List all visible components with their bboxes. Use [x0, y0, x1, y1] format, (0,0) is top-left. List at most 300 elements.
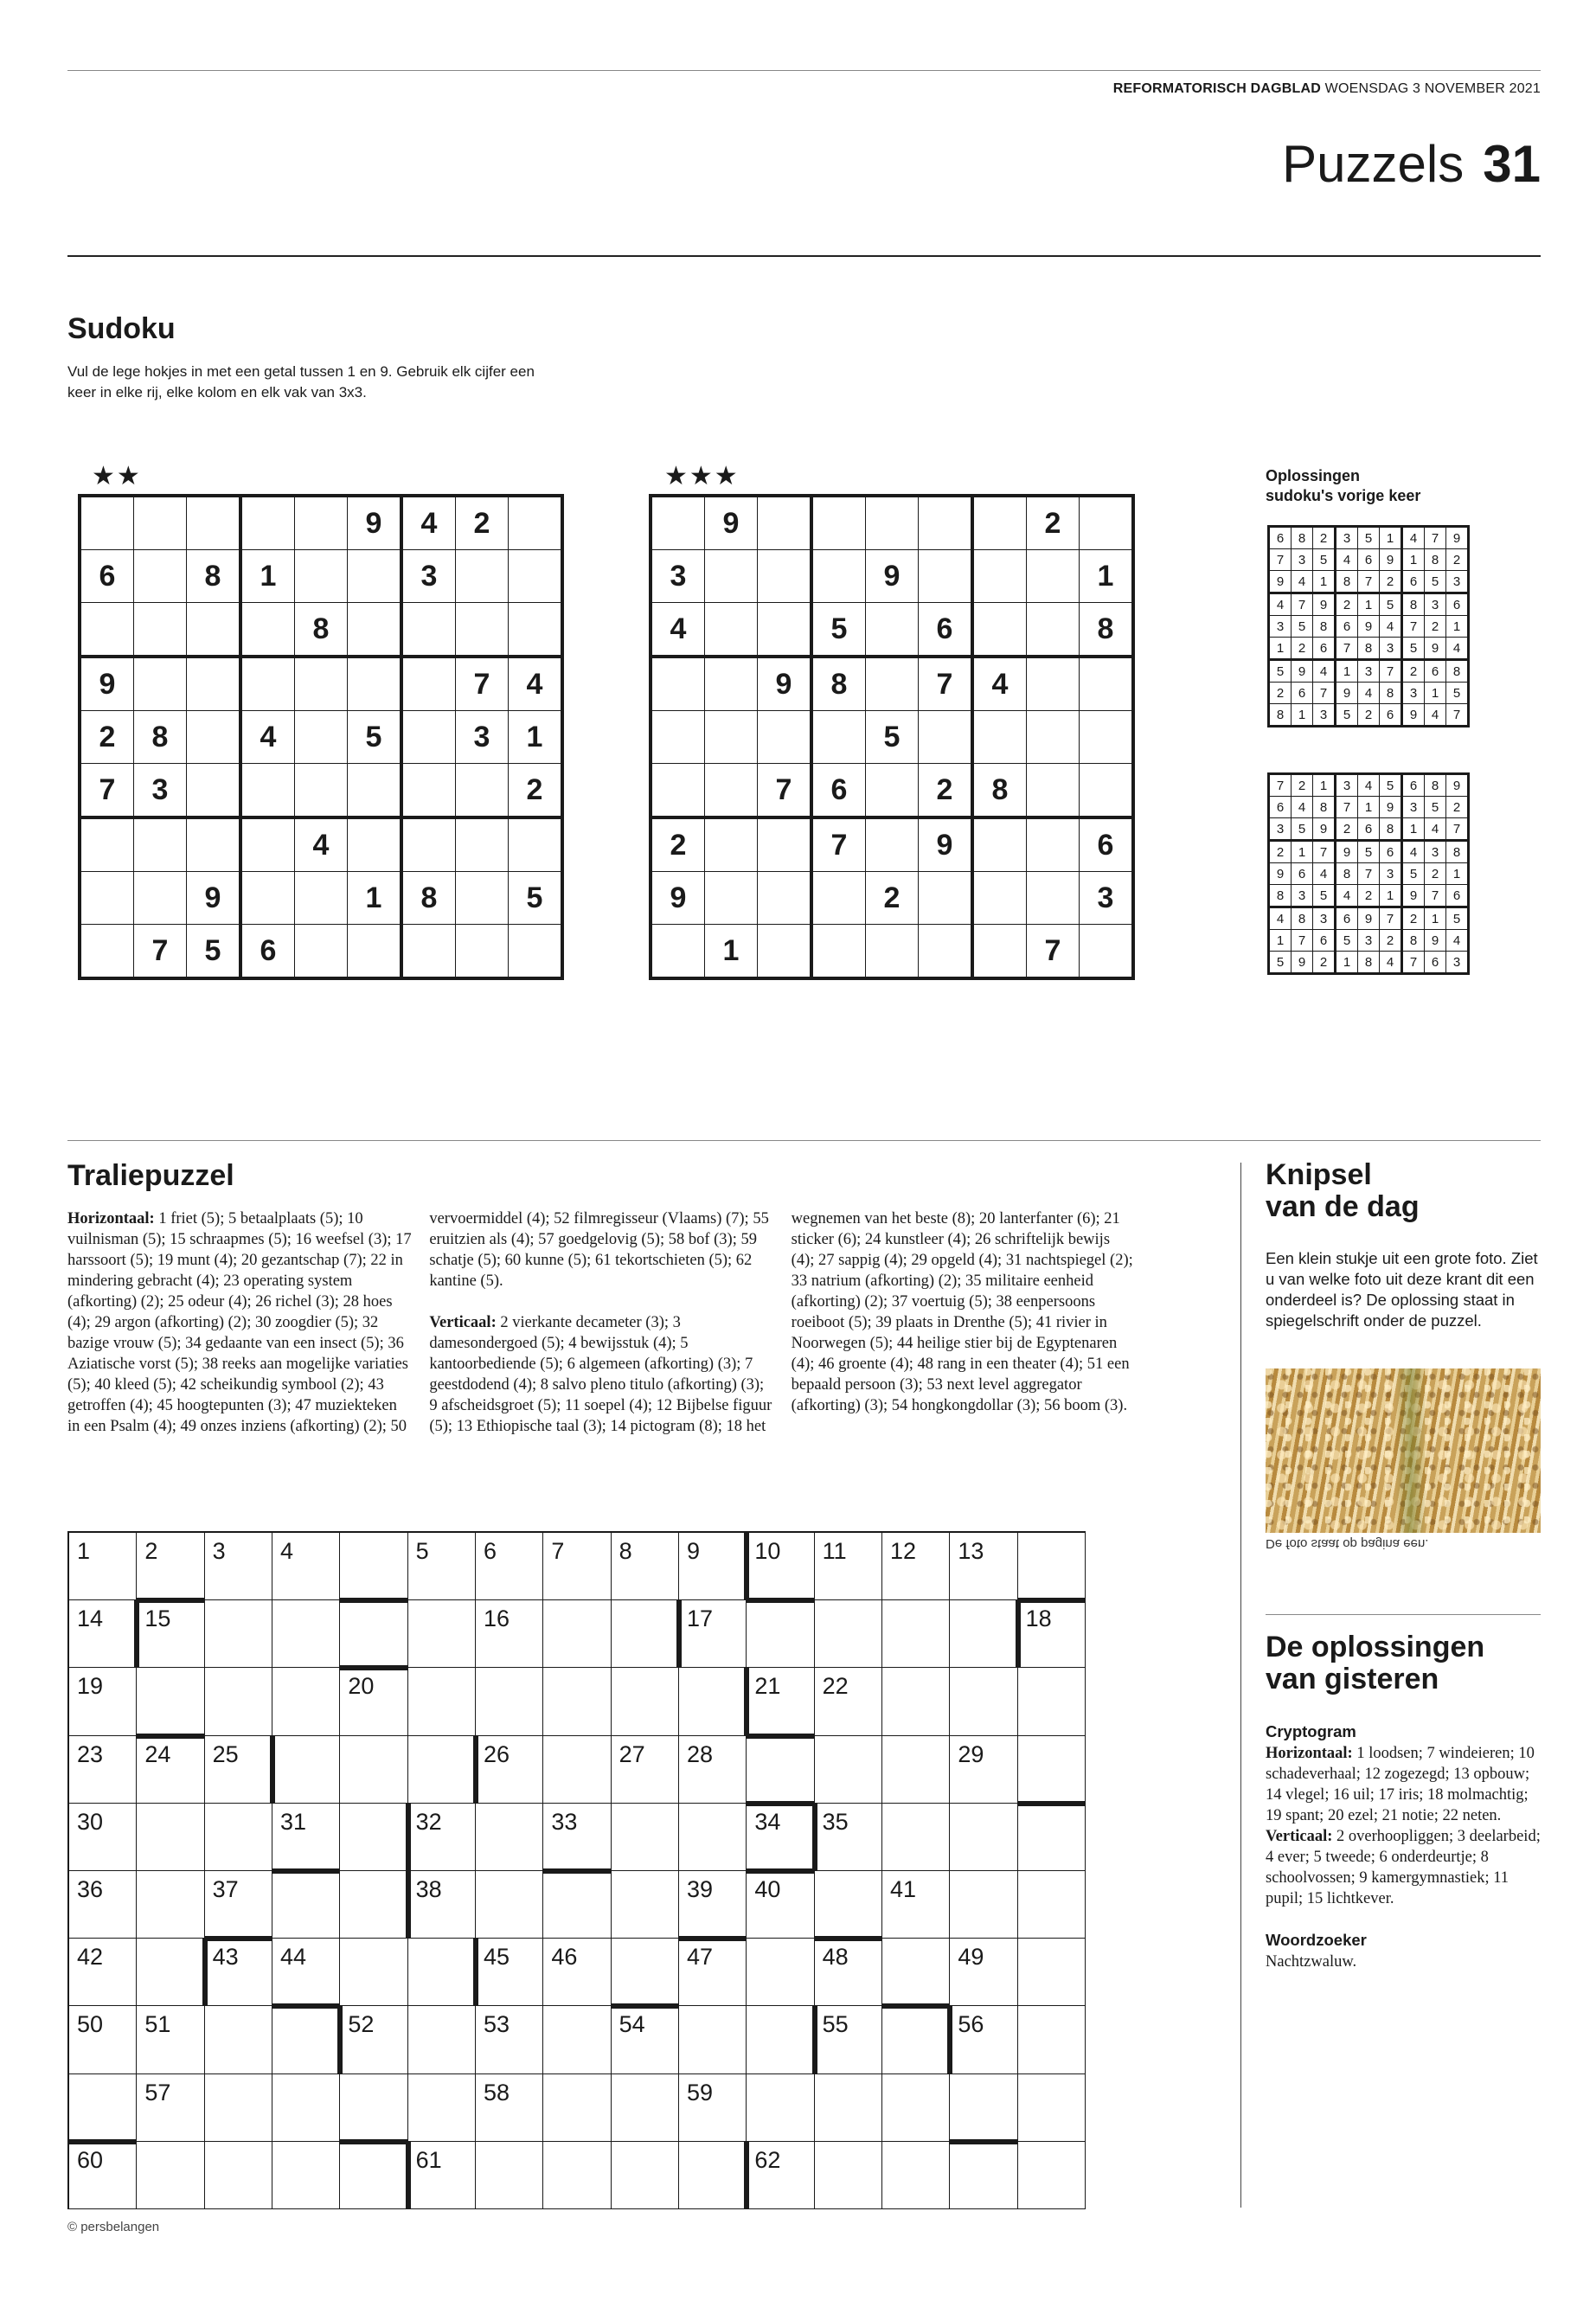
crossword-bar — [473, 1939, 478, 2006]
sudoku-table-1 — [78, 494, 564, 980]
traliepuzzel-clues — [67, 1208, 1136, 1503]
grid-cell: 9 — [1269, 863, 1292, 885]
grid-cell: 7 — [811, 817, 866, 872]
crossword-cell[interactable] — [137, 1939, 204, 2006]
grid-cell: 1 — [1380, 885, 1402, 907]
crossword-cell[interactable] — [543, 1736, 611, 1804]
grid-cell: 3 — [1080, 872, 1134, 925]
crossword-cell[interactable] — [815, 2142, 882, 2209]
grid-cell: 2 — [1446, 549, 1469, 571]
crossword-cell[interactable] — [612, 1871, 679, 1939]
grid-cell: 8 — [401, 872, 456, 925]
crossword-cell[interactable] — [882, 1668, 950, 1735]
wheat-field-photo — [1266, 1368, 1541, 1533]
crossword-cell[interactable] — [205, 1533, 272, 1600]
grid-cell: 3 — [1446, 571, 1469, 593]
grid-cell — [919, 711, 973, 764]
crossword-cell[interactable] — [137, 1668, 204, 1735]
crossword-cell[interactable] — [205, 2006, 272, 2073]
crossword-cell[interactable] — [543, 1668, 611, 1735]
grid-cell: 6 — [1313, 638, 1336, 660]
grid-cell: 3 — [1336, 527, 1358, 549]
grid-cell — [705, 603, 758, 657]
crossword-cell[interactable] — [612, 1804, 679, 1871]
crossword-cell[interactable] — [747, 1668, 814, 1735]
crossword-cell[interactable] — [543, 1533, 611, 1600]
crossword-cell[interactable] — [612, 1600, 679, 1668]
grid-row — [1269, 885, 1469, 907]
clue-number: 35 — [822, 1808, 849, 1835]
oplossingen-text — [1266, 1721, 1544, 1972]
crossword-cell[interactable] — [747, 2142, 814, 2209]
crossword-cell[interactable] — [69, 2006, 137, 2073]
crossword-cell[interactable] — [69, 2074, 137, 2142]
crossword-cell[interactable] — [747, 1871, 814, 1939]
grid-cell: 1 — [1446, 616, 1469, 638]
crossword-cell[interactable] — [476, 2074, 543, 2142]
grid-cell: 9 — [1380, 549, 1402, 571]
crossword-cell[interactable] — [340, 1804, 407, 1871]
grid-cell: 7 — [1336, 638, 1358, 660]
grid-cell — [1027, 550, 1080, 603]
clue-number: 57 — [144, 2079, 171, 2106]
crossword-cell[interactable] — [612, 2074, 679, 2142]
crossword-cell[interactable] — [272, 1600, 340, 1668]
grid-cell — [919, 872, 973, 925]
crossword-cell[interactable] — [408, 2074, 476, 2142]
grid-cell — [866, 817, 919, 872]
crossword-cell[interactable] — [476, 1668, 543, 1735]
crossword-cell[interactable] — [340, 1533, 407, 1600]
crossword-cell[interactable] — [1018, 1939, 1086, 2006]
grid-cell: 8 — [187, 550, 241, 603]
crossword-cell[interactable] — [476, 1736, 543, 1804]
crossword-cell[interactable] — [543, 1939, 611, 2006]
crossword-cell[interactable] — [815, 1939, 882, 2006]
crossword-cell[interactable] — [679, 1533, 747, 1600]
crossword-cell[interactable] — [815, 2006, 882, 2073]
crossword-cell[interactable] — [679, 1736, 747, 1804]
grid-row — [80, 711, 562, 764]
grid-cell — [187, 603, 241, 657]
grid-cell: 8 — [1269, 704, 1292, 727]
grid-cell — [348, 657, 402, 711]
crossword-cell[interactable] — [408, 2006, 476, 2073]
crossword-bar — [406, 2142, 411, 2209]
crossword-cell[interactable] — [137, 2006, 204, 2073]
crossword-cell[interactable] — [205, 1871, 272, 1939]
crossword-cell[interactable] — [340, 1736, 407, 1804]
crossword-cell[interactable] — [882, 1871, 950, 1939]
grid-cell — [811, 925, 866, 979]
crossword-cell[interactable] — [950, 2074, 1017, 2142]
opl-verticaal-label: Verticaal: — [1266, 1828, 1333, 1845]
grid-cell — [972, 603, 1027, 657]
grid-row — [651, 496, 1133, 550]
grid-cell: 3 — [1402, 683, 1425, 704]
crossword-cell[interactable] — [1018, 1533, 1086, 1600]
grid-cell: 9 — [1446, 527, 1469, 549]
crossword-cell[interactable] — [543, 2142, 611, 2209]
grid-cell — [348, 764, 402, 818]
crossword-cell[interactable] — [612, 1668, 679, 1735]
grid-cell: 7 — [1269, 774, 1292, 797]
grid-cell — [240, 603, 295, 657]
crossword-cell[interactable] — [69, 1939, 137, 2006]
clue-number: 3 — [212, 1538, 226, 1564]
grid-cell — [811, 711, 866, 764]
grid-cell — [295, 711, 348, 764]
crossword-cell[interactable] — [137, 1871, 204, 1939]
crossword-bar — [612, 2003, 679, 2009]
grid-cell: 2 — [1292, 638, 1313, 660]
grid-cell — [811, 872, 866, 925]
crossword-cell[interactable] — [205, 2142, 272, 2209]
crossword-cell[interactable] — [747, 1804, 814, 1871]
grid-cell: 9 — [1425, 930, 1446, 952]
clue-number: 34 — [754, 1808, 781, 1835]
crossword-cell[interactable] — [1018, 1600, 1086, 1668]
crossword-cell[interactable] — [1018, 1871, 1086, 1939]
crossword-cell[interactable] — [69, 1600, 137, 1668]
grid-cell — [295, 925, 348, 979]
grid-cell — [348, 925, 402, 979]
crossword-cell[interactable] — [69, 1804, 137, 1871]
crossword-cell[interactable] — [137, 2074, 204, 2142]
sudoku-grid-1 — [78, 494, 564, 980]
photo-stripe — [1395, 1368, 1426, 1533]
crossword-cell[interactable] — [137, 1600, 204, 1668]
crossword-cell[interactable] — [340, 1939, 407, 2006]
crossword-cell[interactable] — [543, 2074, 611, 2142]
crossword-cell[interactable] — [272, 1533, 340, 1600]
crossword-cell[interactable] — [1018, 2142, 1086, 2209]
crossword-cell[interactable] — [340, 1600, 407, 1668]
grid-cell: 8 — [1336, 863, 1358, 885]
crossword-cell[interactable] — [679, 1600, 747, 1668]
sudoku-solution-1 — [1267, 525, 1470, 727]
grid-cell: 6 — [1358, 818, 1380, 841]
crossword-cell[interactable] — [476, 1871, 543, 1939]
crossword-cell[interactable] — [815, 1533, 882, 1600]
crossword-cell[interactable] — [950, 1804, 1017, 1871]
grid-cell: 2 — [1269, 683, 1292, 704]
clue-number: 6 — [484, 1538, 497, 1564]
grid-cell — [456, 925, 509, 979]
crossword-cell[interactable] — [543, 1804, 611, 1871]
crossword-cell[interactable] — [950, 1668, 1017, 1735]
crossword-cell[interactable] — [272, 1939, 340, 2006]
crossword-cell[interactable] — [950, 2006, 1017, 2073]
crossword-cell[interactable] — [950, 1533, 1017, 1600]
crossword-cell[interactable] — [272, 2074, 340, 2142]
crossword-bar — [543, 1868, 611, 1874]
crossword-cell[interactable] — [205, 2074, 272, 2142]
crossword-cell[interactable] — [205, 1736, 272, 1804]
crossword-cell[interactable] — [950, 1871, 1017, 1939]
crossword-cell[interactable] — [476, 1804, 543, 1871]
grid-cell: 4 — [1336, 549, 1358, 571]
crossword-cell[interactable] — [272, 1736, 340, 1804]
grid-cell: 8 — [1313, 797, 1336, 818]
crossword-cell[interactable] — [205, 1668, 272, 1735]
crossword-cell[interactable] — [340, 2074, 407, 2142]
crossword-bar — [337, 2006, 343, 2073]
grid-cell: 1 — [1292, 841, 1313, 863]
crossword-cell[interactable] — [815, 1600, 882, 1668]
crossword-cell[interactable] — [815, 1736, 882, 1804]
crossword-cell[interactable] — [612, 1736, 679, 1804]
crossword-cell[interactable] — [408, 1804, 476, 1871]
crossword-cell[interactable] — [815, 1871, 882, 1939]
crossword-cell[interactable] — [747, 2006, 814, 2073]
grid-cell — [1080, 925, 1134, 979]
crossword-cell[interactable] — [205, 1939, 272, 2006]
crossword-cell[interactable] — [69, 2142, 137, 2209]
crossword-cell[interactable] — [476, 1600, 543, 1668]
crossword-cell[interactable] — [272, 2006, 340, 2073]
grid-cell: 3 — [651, 550, 705, 603]
crossword-cell[interactable] — [612, 2142, 679, 2209]
grid-cell — [134, 872, 187, 925]
crossword-cell[interactable] — [815, 2074, 882, 2142]
crossword-cell[interactable] — [747, 1600, 814, 1668]
grid-cell: 6 — [1446, 885, 1469, 907]
crossword-cell[interactable] — [612, 1533, 679, 1600]
crossword-cell[interactable] — [679, 1668, 747, 1735]
grid-cell: 1 — [1402, 818, 1425, 841]
crossword-cell[interactable] — [882, 2006, 950, 2073]
crossword-cell[interactable] — [69, 1871, 137, 1939]
crossword-bar — [137, 1598, 204, 1603]
crossword-cell[interactable] — [408, 1871, 476, 1939]
clue-number: 5 — [415, 1538, 429, 1564]
crossword-cell[interactable] — [69, 1533, 137, 1600]
crossword-cell[interactable] — [408, 1736, 476, 1804]
crossword-cell[interactable] — [272, 1804, 340, 1871]
opl-horizontaal-label: Horizontaal: — [1266, 1745, 1353, 1762]
crossword-cell[interactable] — [205, 1804, 272, 1871]
grid-cell: 1 — [1425, 683, 1446, 704]
crossword-cell[interactable] — [679, 1871, 747, 1939]
grid-cell: 1 — [1358, 593, 1380, 616]
column-divider — [1240, 1163, 1241, 2208]
issue-date: WOENSDAG 3 NOVEMBER 2021 — [1324, 81, 1541, 96]
grid-cell — [80, 925, 134, 979]
grid-row — [1269, 660, 1469, 683]
grid-cell: 9 — [1380, 797, 1402, 818]
grid-cell — [705, 711, 758, 764]
clue-number: 15 — [144, 1606, 171, 1632]
grid-row — [1269, 527, 1469, 549]
sudoku-title: Sudoku — [67, 312, 176, 345]
grid-cell — [1080, 764, 1134, 818]
crossword-cell[interactable] — [408, 1668, 476, 1735]
crossword-cell[interactable] — [137, 1804, 204, 1871]
crossword-cell[interactable] — [408, 1939, 476, 2006]
section-name: Puzzels — [1282, 135, 1465, 193]
crossword-cell[interactable] — [205, 1600, 272, 1668]
crossword-cell[interactable] — [137, 2142, 204, 2209]
crossword-bar — [1018, 1801, 1086, 1806]
grid-cell — [134, 603, 187, 657]
grid-cell — [240, 817, 295, 872]
crossword-cell[interactable] — [882, 1804, 950, 1871]
woordzoeker-text: Nachtzwaluw. — [1266, 1953, 1357, 1971]
crossword-cell[interactable] — [882, 2074, 950, 2142]
clue-number: 13 — [958, 1538, 984, 1564]
crossword-cell[interactable] — [950, 2142, 1017, 2209]
crossword-cell[interactable] — [747, 1533, 814, 1600]
crossword-cell[interactable] — [137, 1533, 204, 1600]
crossword-cell[interactable] — [612, 2006, 679, 2073]
grid-cell: 2 — [1446, 797, 1469, 818]
grid-cell: 4 — [1269, 593, 1292, 616]
crossword-cell[interactable] — [340, 1871, 407, 1939]
grid-row — [1269, 863, 1469, 885]
grid-cell: 3 — [1269, 616, 1292, 638]
crossword-cell[interactable] — [950, 1939, 1017, 2006]
crossword-cell[interactable] — [69, 1736, 137, 1804]
crossword-cell[interactable] — [747, 1736, 814, 1804]
crossword-cell[interactable] — [340, 2006, 407, 2073]
crossword-bar — [137, 1734, 204, 1739]
clue-number: 27 — [619, 1740, 645, 1767]
clue-number: 24 — [144, 1740, 171, 1767]
crossword-cell[interactable] — [882, 2142, 950, 2209]
crossword-cell[interactable] — [1018, 1736, 1086, 1804]
clue-number: 25 — [212, 1740, 239, 1767]
grid-cell: 9 — [919, 817, 973, 872]
grid-cell: 7 — [1269, 549, 1292, 571]
clue-number: 46 — [551, 1944, 578, 1971]
crossword-cell[interactable] — [272, 2142, 340, 2209]
grid-row — [651, 764, 1133, 818]
grid-cell: 7 — [758, 764, 812, 818]
grid-cell: 2 — [509, 764, 563, 818]
sudoku-grid-2 — [649, 494, 1135, 980]
crossword-cell[interactable] — [137, 1736, 204, 1804]
opl-horizontaal-text: 1 loodsen; 7 windeieren; 10 schadeverhaal; 12 zogezegd; 13 opbouw; 14 vlegel; 16 uil; 17 iris; 18 molmachtig; 19 spant; 20 ezel; 21 notie; 22 neten. — [1266, 1745, 1535, 1824]
crossword-cell[interactable] — [882, 1939, 950, 2006]
crossword-cell[interactable] — [272, 1668, 340, 1735]
clue-number: 42 — [77, 1944, 104, 1971]
oplossingen-title — [1266, 1631, 1484, 1696]
crossword-cell[interactable] — [882, 1533, 950, 1600]
crossword-bar — [744, 2142, 749, 2209]
grid-cell — [134, 496, 187, 550]
grid-cell: 8 — [1269, 885, 1292, 907]
crossword-cell[interactable] — [950, 1600, 1017, 1668]
crossword-cell[interactable] — [882, 1736, 950, 1804]
crossword-cell[interactable] — [408, 1533, 476, 1600]
grid-cell: 4 — [240, 711, 295, 764]
grid-cell: 5 — [187, 925, 241, 979]
grid-cell — [348, 817, 402, 872]
crossword-cell[interactable] — [408, 2142, 476, 2209]
crossword-cell[interactable] — [543, 2006, 611, 2073]
crossword-cell[interactable] — [882, 1600, 950, 1668]
grid-cell: 8 — [1402, 930, 1425, 952]
grid-cell: 2 — [1336, 593, 1358, 616]
grid-row — [1269, 818, 1469, 841]
grid-row — [80, 817, 562, 872]
solution-table-1 — [1267, 525, 1470, 727]
crossword-cell[interactable] — [69, 1668, 137, 1735]
crossword-cell[interactable] — [1018, 2074, 1086, 2142]
crossword-cell[interactable] — [612, 1939, 679, 2006]
crossword-cell[interactable] — [950, 1736, 1017, 1804]
clue-number: 17 — [687, 1606, 714, 1632]
grid-cell — [758, 496, 812, 550]
crossword-cell[interactable] — [543, 1600, 611, 1668]
grid-cell: 4 — [1380, 952, 1402, 974]
grid-cell: 4 — [1446, 638, 1469, 660]
crossword-cell[interactable] — [476, 2142, 543, 2209]
crossword-cell[interactable] — [408, 1600, 476, 1668]
crossword-cell[interactable] — [679, 2142, 747, 2209]
grid-cell: 3 — [1313, 704, 1336, 727]
grid-cell — [919, 925, 973, 979]
crossword-cell[interactable] — [340, 2142, 407, 2209]
crossword-cell[interactable] — [815, 1668, 882, 1735]
crossword-cell[interactable] — [476, 2006, 543, 2073]
crossword-cell[interactable] — [340, 1668, 407, 1735]
grid-cell: 1 — [1313, 774, 1336, 797]
clue-number: 40 — [754, 1876, 781, 1902]
crossword-cell[interactable] — [476, 1533, 543, 1600]
crossword-cell[interactable] — [1018, 2006, 1086, 2073]
crossword-cell[interactable] — [747, 1939, 814, 2006]
crossword-cell[interactable] — [679, 2006, 747, 2073]
crossword-cell[interactable] — [747, 2074, 814, 2142]
page-number: 31 — [1483, 135, 1541, 193]
grid-cell — [972, 550, 1027, 603]
grid-cell: 4 — [1425, 818, 1446, 841]
crossword-cell[interactable] — [1018, 1668, 1086, 1735]
crossword-cell[interactable] — [679, 2074, 747, 2142]
grid-cell — [348, 550, 402, 603]
grid-cell: 1 — [1292, 704, 1313, 727]
grid-cell: 7 — [1425, 885, 1446, 907]
grid-cell — [401, 603, 456, 657]
clue-number: 56 — [958, 2011, 984, 2038]
crossword-cell[interactable] — [543, 1871, 611, 1939]
grid-cell: 1 — [1336, 660, 1358, 683]
grid-cell: 5 — [1336, 704, 1358, 727]
grid-cell: 4 — [1313, 863, 1336, 885]
crossword-cell[interactable] — [679, 1939, 747, 2006]
grid-cell — [509, 925, 563, 979]
crossword-cell[interactable] — [679, 1804, 747, 1871]
crossword-cell[interactable] — [272, 1871, 340, 1939]
grid-cell: 1 — [1336, 952, 1358, 974]
grid-cell — [866, 764, 919, 818]
crossword-cell[interactable] — [1018, 1804, 1086, 1871]
grid-cell — [705, 657, 758, 711]
grid-cell: 1 — [1446, 863, 1469, 885]
cryptogram-label: Cryptogram — [1266, 1722, 1356, 1740]
grid-cell: 4 — [1313, 660, 1336, 683]
grid-cell — [758, 550, 812, 603]
crossword-cell[interactable] — [476, 1939, 543, 2006]
grid-cell: 3 — [1380, 863, 1402, 885]
grid-cell: 4 — [1402, 841, 1425, 863]
crossword-bar — [812, 2006, 817, 2073]
grid-cell: 7 — [1313, 683, 1336, 704]
crossword-cell[interactable] — [815, 1804, 882, 1871]
clue-number: 59 — [687, 2079, 714, 2106]
